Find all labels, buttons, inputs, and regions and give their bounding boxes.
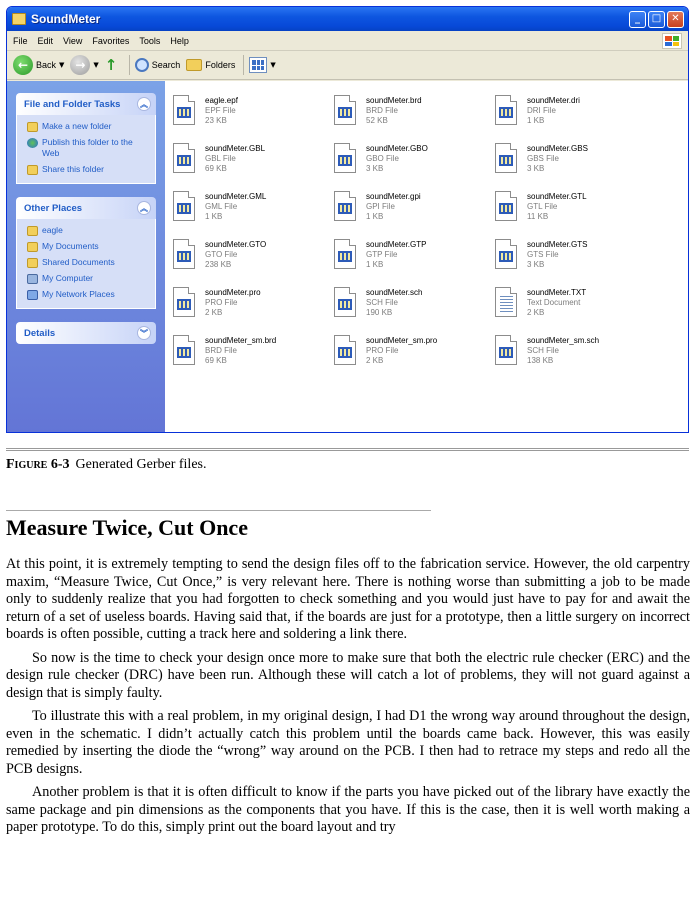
windows-logo-icon <box>662 33 682 49</box>
panel-title: Details <box>24 327 56 339</box>
file-size: 138 KB <box>527 356 554 365</box>
other-places-header[interactable] <box>16 197 156 219</box>
forward-dropdown-icon[interactable]: ▼ <box>93 61 99 69</box>
file-item[interactable] <box>173 95 323 139</box>
window-title: SoundMeter <box>31 12 101 26</box>
place-label: My Computer <box>42 273 94 283</box>
paragraph: So now is the time to check your design once more to make sure that both the electric rule checker (ERC) and the design rule checker (DRC) have been run. Although these will catch a lot of problems, they will not guard against a design that is simply faulty. <box>6 649 690 701</box>
close-button[interactable]: ✕ <box>667 11 684 28</box>
file-type: GTO File <box>205 250 238 259</box>
file-name: soundMeter.gpi <box>366 192 421 201</box>
file-name: soundMeter_sm.sch <box>527 336 600 345</box>
file-size: 69 KB <box>205 356 227 365</box>
search-button[interactable] <box>135 58 181 72</box>
file-item[interactable] <box>334 287 484 331</box>
forward-button[interactable] <box>70 55 98 75</box>
toolbar <box>7 51 688 80</box>
menu-tools[interactable]: Tools <box>139 35 161 46</box>
task-make-new-folder[interactable] <box>27 121 149 132</box>
file-type: GPI File <box>366 202 395 211</box>
menu-file[interactable]: File <box>13 35 28 46</box>
globe-icon <box>27 138 38 148</box>
file-icon <box>334 191 356 221</box>
body-text <box>6 556 690 843</box>
toolbar-separator <box>243 55 244 75</box>
file-name: soundMeter.TXT <box>527 288 587 297</box>
file-item[interactable] <box>173 191 323 235</box>
panel-title: File and Folder Tasks <box>24 98 121 110</box>
file-name: soundMeter.GBL <box>205 144 266 153</box>
paragraph: At this point, it is extremely tempting to send the design files off to the fabrication service. However, the old carpentry maxim, “Measure Twice, Cut Once,” is very relevant here. There is nothing worse than submitting a job to be made only to suddenly realize that you had forgotten to check something and you would just have to pay for and await the return of a set of useless boards. Having said that, if the boards are just for a prototype, then a little surgery on incorrect boards is often possible, cutting a track here and soldering a link there. <box>6 556 690 642</box>
section-rule <box>6 510 431 511</box>
file-size: 1 KB <box>527 116 545 125</box>
paragraph: Another problem is that it is often difficult to know if the parts you have picked out of the library have exactly the same package and pin dimensions as the components that you have. If this is the case, then it is well worth making a paper prototype. To do this, simply print out the board layout and try <box>6 784 690 835</box>
file-item[interactable] <box>495 287 645 331</box>
file-icon <box>495 239 517 269</box>
share-folder-icon <box>27 165 38 175</box>
panel-title: Other Places <box>24 202 83 214</box>
file-type: BRD File <box>366 106 399 115</box>
title-bar[interactable] <box>7 7 688 31</box>
file-name: soundMeter.brd <box>366 96 422 105</box>
folders-label: Folders <box>205 60 236 70</box>
file-size: 238 KB <box>205 260 232 269</box>
task-label: Share this folder <box>42 164 104 174</box>
folders-icon <box>186 59 202 71</box>
search-icon <box>135 58 149 72</box>
computer-icon <box>27 274 38 284</box>
file-size: 2 KB <box>205 308 223 317</box>
task-publish-folder[interactable] <box>27 137 149 159</box>
collapse-icon[interactable]: ︽ <box>137 201 151 215</box>
file-size: 2 KB <box>366 356 384 365</box>
file-name: soundMeter.GTO <box>205 240 267 249</box>
details-panel <box>16 322 156 344</box>
file-type: GBL File <box>205 154 236 163</box>
file-size: 11 KB <box>527 212 549 221</box>
file-size: 3 KB <box>527 260 545 269</box>
views-button[interactable] <box>249 57 275 73</box>
file-type: PRO File <box>205 298 238 307</box>
file-size: 23 KB <box>205 116 227 125</box>
file-name: soundMeter.GTS <box>527 240 588 249</box>
folder-icon <box>12 13 26 25</box>
file-type: BRD File <box>205 346 238 355</box>
file-name: soundMeter.GBS <box>527 144 588 153</box>
file-item[interactable] <box>495 143 645 187</box>
file-name: soundMeter_sm.pro <box>366 336 438 345</box>
task-label: Make a new folder <box>42 121 112 131</box>
task-share-folder[interactable] <box>27 164 149 175</box>
file-name: soundMeter.GML <box>205 192 267 201</box>
toolbar-separator <box>129 55 130 75</box>
views-icon <box>249 57 267 73</box>
file-item[interactable] <box>495 335 645 379</box>
file-icon <box>495 191 517 221</box>
file-type: GBO File <box>366 154 399 163</box>
text-document-icon <box>495 287 517 317</box>
file-icon <box>334 335 356 365</box>
explorer-window <box>6 6 689 433</box>
file-type: GBS File <box>527 154 560 163</box>
menu-edit[interactable]: Edit <box>37 35 54 46</box>
file-item[interactable] <box>173 143 323 187</box>
place-my-documents[interactable] <box>27 241 149 252</box>
views-dropdown-icon[interactable]: ▼ <box>270 61 276 69</box>
folders-button[interactable] <box>186 59 235 71</box>
place-label: My Documents <box>42 241 99 251</box>
file-name: soundMeter.sch <box>366 288 423 297</box>
place-eagle[interactable] <box>27 225 149 236</box>
task-label: Publish this folder to the Web <box>42 137 133 158</box>
file-icon <box>173 143 195 173</box>
forward-arrow-icon: → <box>70 55 90 75</box>
file-type: GTS File <box>527 250 559 259</box>
file-icon <box>334 287 356 317</box>
file-name: soundMeter.GTP <box>366 240 427 249</box>
caption-rule <box>6 448 689 451</box>
file-type: EPF File <box>205 106 236 115</box>
menu-favorites[interactable]: Favorites <box>92 35 130 46</box>
file-icon <box>334 143 356 173</box>
file-name: soundMeter.GBO <box>366 144 428 153</box>
place-network[interactable] <box>27 289 149 300</box>
section-heading: Measure Twice, Cut Once <box>6 515 248 540</box>
file-item[interactable] <box>334 95 484 139</box>
file-icon <box>495 143 517 173</box>
file-icon <box>173 191 195 221</box>
file-icon <box>495 335 517 365</box>
details-header[interactable] <box>16 322 156 344</box>
file-type: Text Document <box>527 298 581 307</box>
caption-text: Generated Gerber files. <box>75 457 207 472</box>
file-type: PRO File <box>366 346 399 355</box>
file-item[interactable] <box>334 143 484 187</box>
file-size: 3 KB <box>366 164 384 173</box>
file-name: soundMeter.pro <box>205 288 261 297</box>
back-arrow-icon: ← <box>13 55 33 75</box>
file-icon <box>173 335 195 365</box>
file-item[interactable] <box>495 191 645 235</box>
paragraph: To illustrate this with a real problem, in my original design, I had D1 the wrong way around throughout the design, even in the schematic. I didn’t actually catch this problem until the boards came back. However, this was easily remedied by inserting the diode the “wrong” way around on the PCB. I then had to retrace my steps and redo all the PCB designs. <box>6 708 690 777</box>
file-item[interactable] <box>495 239 645 283</box>
back-button[interactable] <box>13 55 64 75</box>
task-pane <box>7 81 165 432</box>
file-icon <box>173 239 195 269</box>
file-size: 1 KB <box>366 212 384 221</box>
file-list <box>165 81 688 432</box>
network-icon <box>27 290 38 300</box>
file-type: SCH File <box>527 346 560 355</box>
place-my-computer[interactable] <box>27 273 149 284</box>
file-size: 1 KB <box>366 260 384 269</box>
file-icon <box>495 95 517 125</box>
file-name: soundMeter.GTL <box>527 192 587 201</box>
file-icon <box>334 95 356 125</box>
menu-view[interactable]: View <box>63 35 83 46</box>
file-type: GTP File <box>366 250 398 259</box>
maximize-button[interactable]: □ <box>648 11 665 28</box>
file-item[interactable] <box>334 335 484 379</box>
my-documents-icon <box>27 242 38 252</box>
expand-icon[interactable]: ︾ <box>137 326 151 340</box>
file-folder-tasks-panel <box>16 93 156 184</box>
back-label: Back <box>36 60 57 70</box>
file-size: 190 KB <box>366 308 393 317</box>
file-icon <box>334 239 356 269</box>
figure-label: Figure 6-3 <box>6 457 70 472</box>
file-size: 2 KB <box>527 308 545 317</box>
folder-icon <box>27 226 38 236</box>
file-name: eagle.epf <box>205 96 238 105</box>
file-size: 69 KB <box>205 164 227 173</box>
file-item[interactable] <box>334 239 484 283</box>
place-shared-documents[interactable] <box>27 257 149 268</box>
minimize-button[interactable]: _ <box>629 11 646 28</box>
place-label: My Network Places <box>42 289 115 299</box>
search-label: Search <box>151 60 181 70</box>
file-item[interactable] <box>173 287 323 331</box>
shared-folder-icon <box>27 258 38 268</box>
file-type: GTL File <box>527 202 558 211</box>
file-type: GML File <box>205 202 238 211</box>
file-size: 3 KB <box>527 164 545 173</box>
file-icon <box>173 287 195 317</box>
menu-bar <box>7 31 688 51</box>
new-folder-icon <box>27 122 38 132</box>
up-arrow-icon: ↑ <box>104 56 118 74</box>
file-folder-tasks-header[interactable] <box>16 93 156 115</box>
other-places-panel <box>16 197 156 309</box>
up-folder-button[interactable] <box>105 56 121 74</box>
collapse-icon[interactable]: ︽ <box>137 97 151 111</box>
file-type: DRI File <box>527 106 556 115</box>
file-size: 52 KB <box>366 116 388 125</box>
place-label: eagle <box>42 225 63 235</box>
file-item[interactable] <box>334 191 484 235</box>
file-type: SCH File <box>366 298 399 307</box>
file-size: 1 KB <box>205 212 223 221</box>
file-icon <box>173 95 195 125</box>
back-dropdown-icon[interactable]: ▼ <box>59 61 65 69</box>
file-name: soundMeter.dri <box>527 96 580 105</box>
file-name: soundMeter_sm.brd <box>205 336 277 345</box>
menu-help[interactable]: Help <box>170 35 189 46</box>
place-label: Shared Documents <box>42 257 115 267</box>
file-item[interactable] <box>173 239 323 283</box>
file-item[interactable] <box>495 95 645 139</box>
figure-caption <box>6 457 206 473</box>
file-item[interactable] <box>173 335 323 379</box>
